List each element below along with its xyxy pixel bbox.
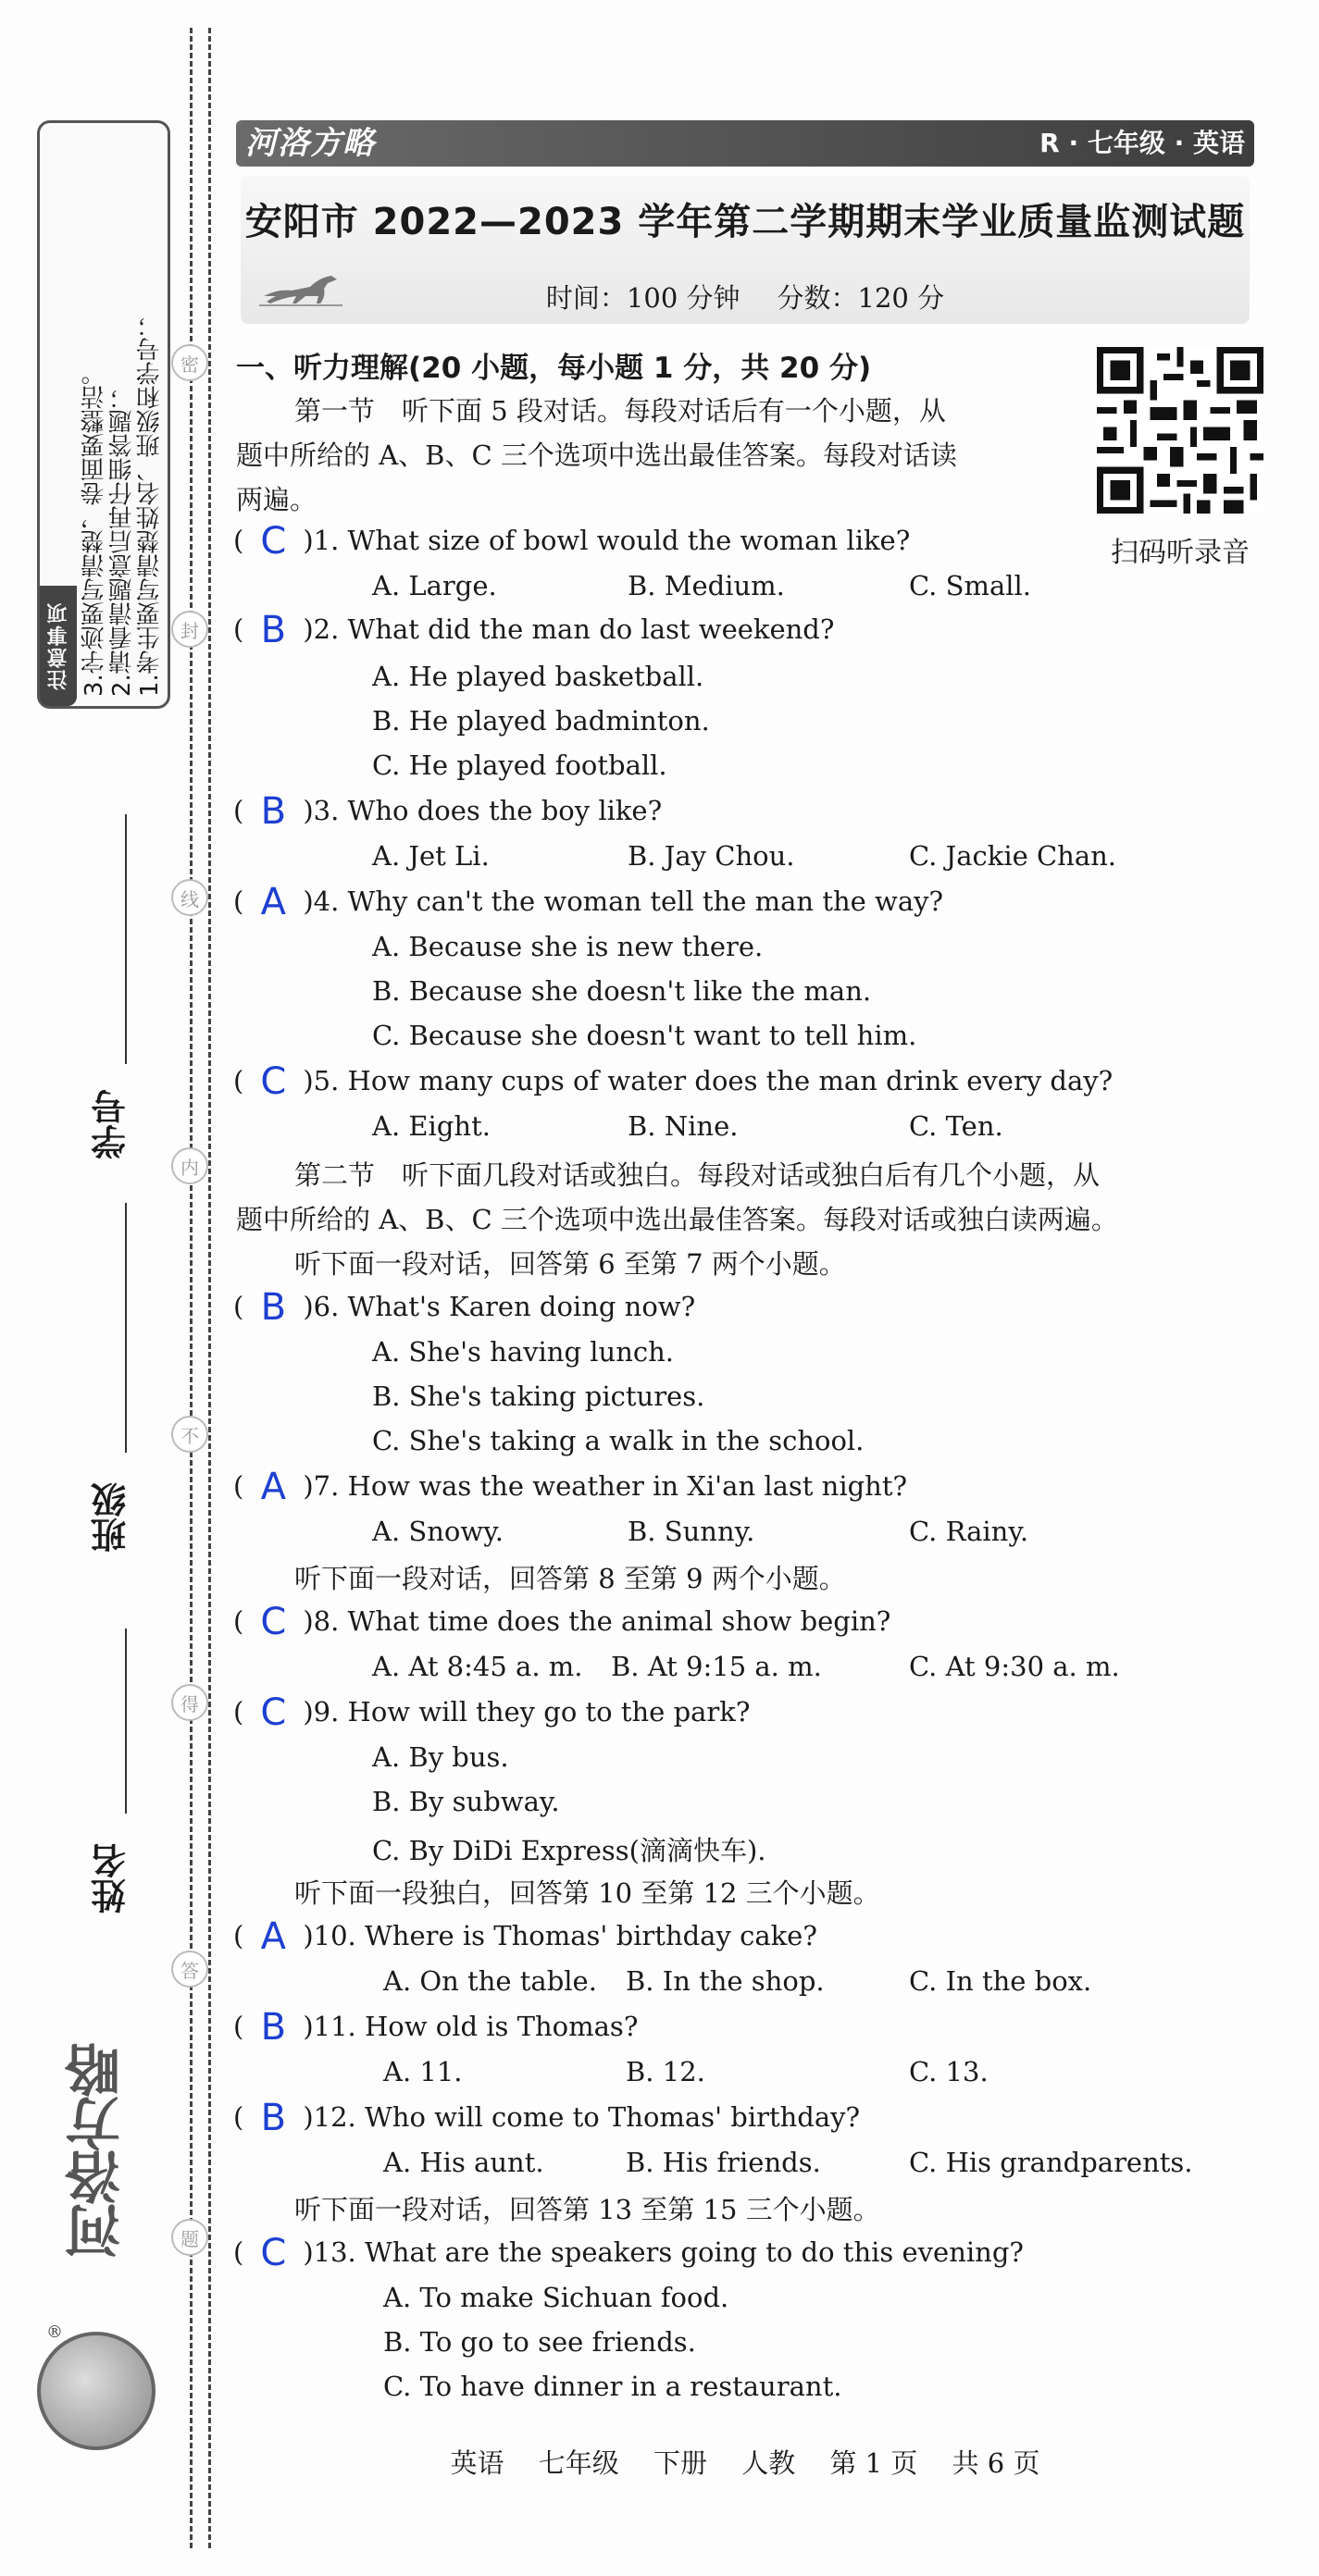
- answer-mark: C: [260, 2232, 287, 2274]
- footer-subject: 英语: [450, 2447, 504, 2479]
- class-label: 班级: [91, 1482, 132, 1553]
- question-text: )2. What did the man do last weekend?: [303, 613, 835, 645]
- option-a: A. He played basketball.: [372, 661, 704, 692]
- part2-instruction-line: 第二节 听下面几段对话或独白。每段对话或独白后有几个小题，从: [294, 1159, 1101, 1191]
- question-1: ( C )1. What size of bowl would the woman like?: [233, 520, 911, 563]
- class-line[interactable]: [125, 1203, 127, 1453]
- seal-char: 题: [171, 2219, 208, 2256]
- option-c: C. At 9:30 a. m.: [909, 1651, 1120, 1682]
- option-b: B. In the shop.: [626, 1965, 825, 1997]
- answer-mark: A: [260, 1915, 287, 1958]
- name-field[interactable]: [74, 1629, 148, 1943]
- notice-line-2: 2.请看清题意后再仔细答题；: [108, 385, 136, 697]
- notice-line-1: 1.考生要写清楚姓名、班级和学号；: [136, 313, 164, 697]
- question-text: )5. How many cups of water does the man drink every day?: [303, 1065, 1114, 1096]
- question-6: ( B )6. What's Karen doing now?: [233, 1286, 696, 1329]
- option-b: B. Because she doesn't like the man.: [372, 975, 872, 1007]
- footer-total: 共 6 页: [952, 2447, 1040, 2479]
- option-a: A. Snowy.: [372, 1516, 504, 1547]
- question-9: ( C )9. How will they go to the park?: [233, 1691, 751, 1734]
- option-b: B. 12.: [626, 2056, 705, 2087]
- instruction-8-9: 听下面一段对话，回答第 8 至第 9 两个小题。: [294, 1563, 846, 1594]
- question-text: )4. Why can't the woman tell the man the way?: [303, 886, 944, 917]
- footer-volume: 下册: [653, 2447, 708, 2479]
- registered-mark-icon: ®: [46, 2322, 63, 2342]
- answer-mark: A: [260, 1466, 287, 1508]
- exam-meta: [241, 278, 1250, 316]
- question-text: )3. Who does the boy like?: [303, 795, 663, 826]
- qr-label: 扫码听录音: [1111, 537, 1250, 569]
- option-a: A. His aunt.: [383, 2147, 544, 2178]
- question-8: ( C )8. What time does the animal show begin?: [233, 1601, 891, 1643]
- notice-line-3: 3.字迹要写清楚，卷面要整洁。: [81, 361, 108, 697]
- grade-tag: R · 七年级 · 英语: [1039, 128, 1245, 158]
- student-id-line[interactable]: [125, 814, 127, 1064]
- name-label: 姓名: [91, 1843, 132, 1913]
- option-c: C. By DiDi Express(滴滴快车).: [372, 1835, 766, 1866]
- option-b: B. His friends.: [626, 2147, 821, 2178]
- part1-instruction-line: 两遍。: [236, 484, 317, 515]
- question-13: ( C )13. What are the speakers going to do this evening?: [233, 2232, 1024, 2274]
- exam-title: 安阳市 2022—2023 学年第二学期期末学业质量监测试题: [244, 201, 1246, 243]
- footer-grade: 七年级: [538, 2447, 619, 2479]
- option-a: A. She's having lunch.: [372, 1336, 675, 1368]
- part1-instruction-line: 题中所给的 A、B、C 三个选项中选出最佳答案。每段对话读: [236, 440, 957, 471]
- option-b: B. He played badminton.: [372, 705, 710, 737]
- brand-emblem-icon: [37, 2332, 156, 2450]
- question-text: )8. What time does the animal show begin?: [303, 1605, 891, 1637]
- question-10: ( A )10. Where is Thomas' birthday cake?: [233, 1915, 817, 1958]
- option-c: C. In the box.: [909, 1965, 1092, 1997]
- option-a: A. Eight.: [372, 1110, 491, 1142]
- section-heading: 一、听力理解(20 小题，每小题 1 分，共 20 分): [236, 352, 872, 385]
- notice-box: [37, 120, 170, 709]
- option-b: B. By subway.: [372, 1786, 560, 1817]
- question-4: ( A )4. Why can't the woman tell the man the way?: [233, 881, 944, 923]
- option-a: A. 11.: [383, 2056, 463, 2087]
- answer-mark: C: [260, 1601, 287, 1643]
- seal-char: 封: [171, 611, 208, 648]
- answer-mark: C: [260, 520, 287, 563]
- seal-char: 不: [171, 1416, 208, 1453]
- seal-char: 答: [171, 1951, 208, 1988]
- instruction-10-12: 听下面一段独白，回答第 10 至第 12 三个小题。: [294, 1877, 880, 1909]
- option-b: B. Jay Chou.: [628, 840, 795, 872]
- seal-char: 密: [171, 344, 208, 381]
- brand-logo-vertical: 河洛方略: [65, 2044, 130, 2259]
- instruction-6-7: 听下面一段对话，回答第 6 至第 7 两个小题。: [294, 1248, 846, 1280]
- option-a: A. Because she is new there.: [372, 931, 764, 962]
- option-c: C. He played football.: [372, 749, 667, 781]
- answer-mark: A: [260, 881, 287, 923]
- exam-time: 时间：100 分钟: [545, 282, 740, 314]
- question-text: )11. How old is Thomas?: [303, 2011, 639, 2042]
- option-c: C. Because she doesn't want to tell him.: [372, 1020, 917, 1051]
- student-id-field[interactable]: [74, 814, 148, 1166]
- option-b: B. To go to see friends.: [383, 2326, 696, 2358]
- answer-mark: B: [260, 2006, 287, 2049]
- answer-mark: C: [260, 1060, 287, 1103]
- class-field[interactable]: [74, 1203, 148, 1573]
- option-a: A. On the table.: [383, 1965, 597, 1997]
- answer-mark: B: [260, 609, 287, 651]
- question-7: ( A )7. How was the weather in Xi'an last night?: [233, 1466, 908, 1508]
- notice-title: 注意事项: [40, 586, 77, 706]
- option-b: B. Sunny.: [628, 1516, 755, 1547]
- seal-char: 线: [171, 879, 208, 916]
- notice-lines: [81, 132, 164, 697]
- question-text: )12. Who will come to Thomas' birthday?: [303, 2101, 861, 2133]
- student-id-label: 学号: [91, 1089, 132, 1159]
- option-b: B. Nine.: [628, 1110, 739, 1142]
- option-b: B. Medium.: [628, 570, 785, 601]
- header-brand: 河洛方略: [245, 125, 375, 162]
- option-b: B. She's taking pictures.: [372, 1381, 705, 1412]
- question-5: ( C )5. How many cups of water does the man drink every day?: [233, 1060, 1114, 1103]
- exam-score: 分数：120 分: [777, 282, 945, 314]
- question-11: ( B )11. How old is Thomas?: [233, 2006, 639, 2049]
- name-line[interactable]: [125, 1629, 127, 1814]
- option-c: C. Small.: [909, 570, 1032, 601]
- seal-line-outer: [208, 28, 211, 2548]
- answer-mark: C: [260, 1691, 287, 1734]
- seal-char: 得: [171, 1684, 208, 1721]
- question-3: ( B )3. Who does the boy like?: [233, 790, 663, 833]
- answer-mark: B: [260, 1286, 287, 1329]
- page-footer: [236, 2443, 1254, 2481]
- option-a: A. Jet Li.: [372, 840, 490, 872]
- part1-instruction-line: 第一节 听下面 5 段对话。每段对话后有一个小题，从: [294, 395, 946, 427]
- part2-instruction-line: 题中所给的 A、B、C 三个选项中选出最佳答案。每段对话或独白读两遍。: [236, 1204, 1118, 1235]
- seal-char: 内: [171, 1147, 208, 1184]
- option-c: C. Rainy.: [909, 1516, 1029, 1547]
- question-text: )13. What are the speakers going to do this evening?: [303, 2236, 1024, 2268]
- option-c: C. To have dinner in a restaurant.: [383, 2371, 842, 2402]
- footer-page: 第 1 页: [829, 2447, 918, 2479]
- option-a: A. Large.: [372, 570, 497, 601]
- answer-mark: B: [260, 2097, 287, 2139]
- question-text: )10. Where is Thomas' birthday cake?: [303, 1920, 817, 1951]
- question-text: )1. What size of bowl would the woman like?: [303, 525, 911, 556]
- question-text: )9. How will they go to the park?: [303, 1696, 751, 1728]
- question-text: )7. How was the weather in Xi'an last night?: [303, 1470, 908, 1502]
- option-c: C. Ten.: [909, 1110, 1003, 1142]
- qr-code-icon[interactable]: [1097, 347, 1263, 514]
- option-c: C. His grandparents.: [909, 2147, 1193, 2178]
- question-12: ( B )12. Who will come to Thomas' birthday?: [233, 2097, 861, 2139]
- answer-mark: B: [260, 790, 287, 833]
- seal-line-inner: [190, 28, 193, 2548]
- option-c: C. Jackie Chan.: [909, 840, 1117, 872]
- instruction-13-15: 听下面一段对话，回答第 13 至第 15 三个小题。: [294, 2194, 880, 2225]
- question-text: )6. What's Karen doing now?: [303, 1291, 696, 1322]
- option-a: A. By bus.: [372, 1741, 509, 1773]
- option-b: B. At 9:15 a. m.: [611, 1651, 822, 1682]
- option-a: A. At 8:45 a. m.: [372, 1651, 583, 1682]
- option-c: C. 13.: [909, 2056, 989, 2087]
- option-a: A. To make Sichuan food.: [383, 2282, 729, 2313]
- footer-edition: 人教: [741, 2447, 796, 2479]
- option-c: C. She's taking a walk in the school.: [372, 1425, 865, 1456]
- question-2: ( B )2. What did the man do last weekend?: [233, 609, 835, 651]
